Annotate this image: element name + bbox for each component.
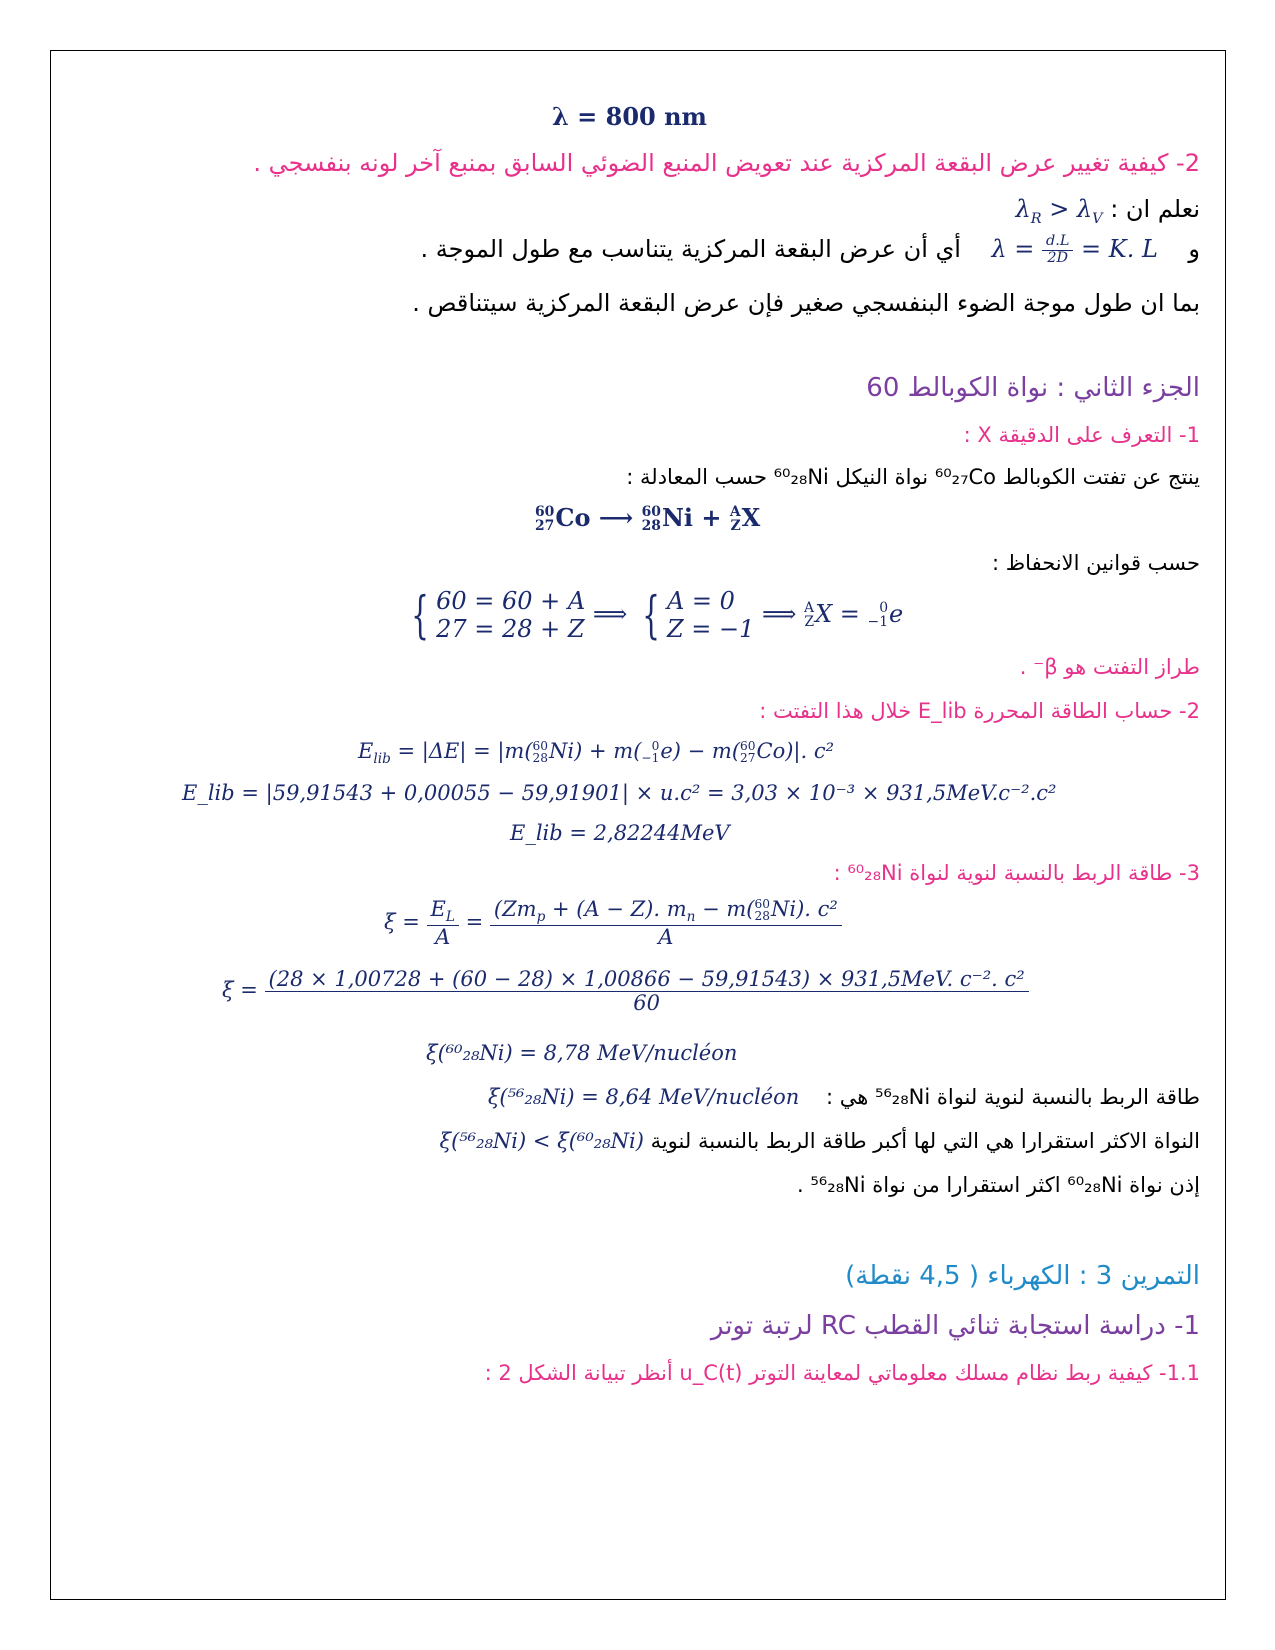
we-know-line [1016,196,1201,228]
decay-type: طراز التفتت هو β⁻ . [1019,655,1200,679]
conservation-system: { 60 = 60 + A 27 = 28 + Z ⟹ { A = 0 Z = −1 ⟹ A Z X = 0 −1 e [411,585,904,645]
xi-formula: ξ = $\frac{E_L}{A}$ = ($Zm_p + (A - Z)$. $m_n - m$( 60 28 Ni). c² A [384,898,842,949]
ni56-line [488,1086,1200,1109]
xi-ni56: ξ(⁵⁶₂₈Ni) = 8,64 MeV/nucléon [487,1085,800,1109]
xi-numeric: ξ = (28 × 1,00728 + (60 − 28) × 1,00866 − 59,91543) × 931,5MeV. c⁻². c² 60 [222,968,1029,1015]
decay-equation: 60 27 Co ⟶ 60 28 Ni + A Z X [535,503,761,534]
exercise-3-title: التمرين 3 : الكهرباء ( 4,5 نقطة) [845,1261,1200,1291]
part-2-q2-heading: 2- حساب الطاقة المحررة E_lib خلال هذا التفتت : [759,699,1200,723]
ni56-sentence: طاقة الربط بالنسبة لنوية لنواة ⁵⁶₂₈Ni هي : [825,1085,1200,1109]
width-formula-line [421,234,1200,267]
elib-result: E_lib = 2,82244MeV [510,821,730,845]
proportional-text: أي أن عرض البقعة المركزية يتناسب مع طول الموجة . [420,234,961,263]
part-2-title: الجزء الثاني : نواة الكوبالط 60 [866,373,1200,403]
elib-numeric: E_lib = |59,91543 + 0,00055 − 59,91901| × u.c² = 3,03 × 10⁻³ × 931,5MeV.c⁻².c² [182,781,1057,805]
part-2-q1-heading [964,424,1200,447]
part-2-q3-heading: 3- طاقة الربط بالنسبة لنوية لنواة ⁶⁰₂₈Ni : [833,861,1200,885]
stability-conclusion: إذن نواة ⁶⁰₂₈Ni اكثر استقرارا من نواة ⁵⁶₂₈Ni . [797,1173,1200,1197]
question-2-heading: 2- كيفية تغيير عرض البقعة المركزية عند تعويض المنبع الضوئي السابق بمنبع آخر لونه بنفسجي . [253,149,1200,177]
lambda-compare: $\lambda_R > \lambda_V$ [1015,195,1103,227]
conservation-laws: حسب قوانين الانحفاظ : [992,551,1200,575]
elib-formula: $E_{lib} = |\Delta E| = |m$( 60 28 Ni) + m( 0 −1 e) − m( 60 27 Co)|. c² [358,738,835,768]
we-know-label: نعلم ان : [1110,195,1200,223]
stability-line [440,1130,1201,1153]
q1-heading-text: 1- التعرف على الدقيقة X : [963,423,1200,447]
stable-sentence: النواة الاكثر استقرارا هي التي لها أكبر طاقة الربط بالنسبة لنوية [650,1129,1200,1153]
rc-question-1-1: 1.1- كيفية ربط نظام مسلك معلوماتي لمعاينة التوتر u_C(t) أنظر تبيانة الشكل 2 : [484,1361,1200,1385]
rc-section-title: 1- دراسة استجابة ثنائي القطب RC لرتبة توتر [710,1311,1200,1341]
xi-ni60: ξ(⁶⁰₂₈Ni) = 8,78 MeV/nucléon [426,1041,738,1065]
width-formula: λ = $\frac{d.L}{2D}$ = K. L [991,233,1158,266]
xi-compare: ξ(⁵⁶₂₈Ni) < ξ(⁶⁰₂₈Ni) [439,1129,644,1153]
violet-conclusion: بما ان طول موجة الضوء البنفسجي صغير فإن عرض البقعة المركزية سيتناقص . [412,289,1200,317]
and-word: و [1188,234,1200,263]
decay-intro: ينتج عن تفتت الكوبالط ⁶⁰₂₇Co نواة النيكل ⁶⁰₂₈Ni حسب المعادلة : [626,465,1200,489]
lambda-value: λ = 800 nm [552,102,707,131]
